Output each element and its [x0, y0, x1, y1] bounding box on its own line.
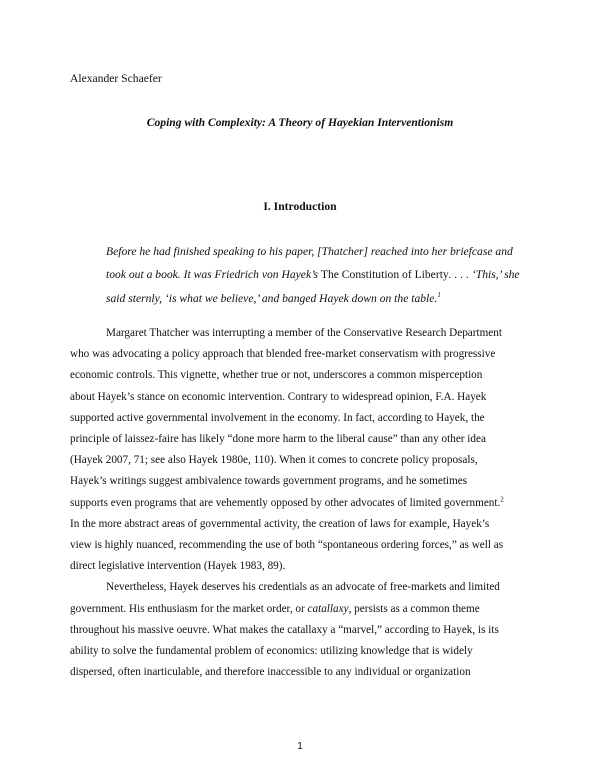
- paragraph-text: government. His enthusiasm for the market order, or: [70, 602, 308, 615]
- epigraph-text: . . . . ‘This,’ she: [448, 268, 520, 282]
- paragraph-line: supported active governmental involvement in the economy. In fact, according to Hayek, the: [70, 411, 485, 424]
- emphasized-term: catallaxy: [307, 602, 349, 615]
- paragraph-line: throughout his massive oeuvre. What makes the catallaxy a “marvel,” according to Hayek, is its: [70, 623, 499, 636]
- paragraph-line: In the more abstract areas of governmental activity, the creation of laws for example, Hayek’s: [70, 517, 490, 530]
- paragraph-line: economic controls. This vignette, whether true or not, underscores a common misperception: [70, 369, 483, 382]
- paragraph-line: direct legislative intervention (Hayek 1983, 89).: [70, 560, 286, 573]
- epigraph-text: said sternly, ‘is what we believe,’ and banged Hayek down on the table.: [106, 291, 438, 305]
- paragraph-line: Nevertheless, Hayek deserves his credentials as an advocate of free-markets and limited: [106, 581, 500, 594]
- paragraph-line: principle of laissez-faire has likely “done more harm to the liberal cause” than any other idea: [70, 433, 486, 446]
- paragraph-line: about Hayek’s stance on economic intervention. Contrary to widespread opinion, F.A. Hayek: [70, 390, 487, 403]
- paper-title: Coping with Complexity: A Theory of Hayekian Interventionism: [146, 116, 454, 129]
- paragraph-text: supports even programs that are vehemently opposed by other advocates of limited government.: [70, 496, 501, 509]
- epigraph-text: took out a book. It was Friedrich von Hayek’s: [106, 268, 321, 282]
- paragraph-line: who was advocating a policy approach that blended free-market conservatism with progressive: [70, 348, 496, 361]
- epigraph-line: Before he had finished speaking to his paper, [Thatcher] reached into her briefcase and: [106, 245, 513, 258]
- book-title: The Constitution of Liberty: [320, 268, 449, 282]
- author-name: Alexander Schaefer: [70, 72, 162, 85]
- epigraph-line: [106, 287, 536, 310]
- paragraph-text: , persists as a common theme: [348, 602, 480, 615]
- section-heading: I. Introduction: [263, 200, 337, 213]
- body-text: [70, 323, 535, 683]
- page-number: 1: [297, 741, 303, 752]
- footnote-ref[interactable]: 1: [437, 290, 441, 299]
- epigraph-line: [106, 263, 536, 286]
- epigraph-quote: [106, 240, 536, 310]
- paragraph-line: view is highly nuanced, recommending the use of both “spontaneous ordering forces,” as well as: [70, 539, 504, 552]
- paragraph-line: Hayek’s writings suggest ambivalence towards government programs, and he sometimes: [70, 475, 468, 488]
- paragraph-line: [70, 599, 535, 620]
- paragraph-line: dispersed, often inarticulable, and therefore inaccessible to any individual or organization: [70, 666, 471, 679]
- paragraph-line: [70, 493, 535, 514]
- paragraph-line: Margaret Thatcher was interrupting a member of the Conservative Research Department: [106, 327, 502, 339]
- paragraph-line: (Hayek 2007, 71; see also Hayek 1980e, 110). When it comes to concrete policy proposals,: [70, 454, 478, 467]
- footnote-ref[interactable]: 2: [500, 494, 504, 503]
- paragraph-line: ability to solve the fundamental problem of economics: utilizing knowledge that is widely: [70, 645, 473, 658]
